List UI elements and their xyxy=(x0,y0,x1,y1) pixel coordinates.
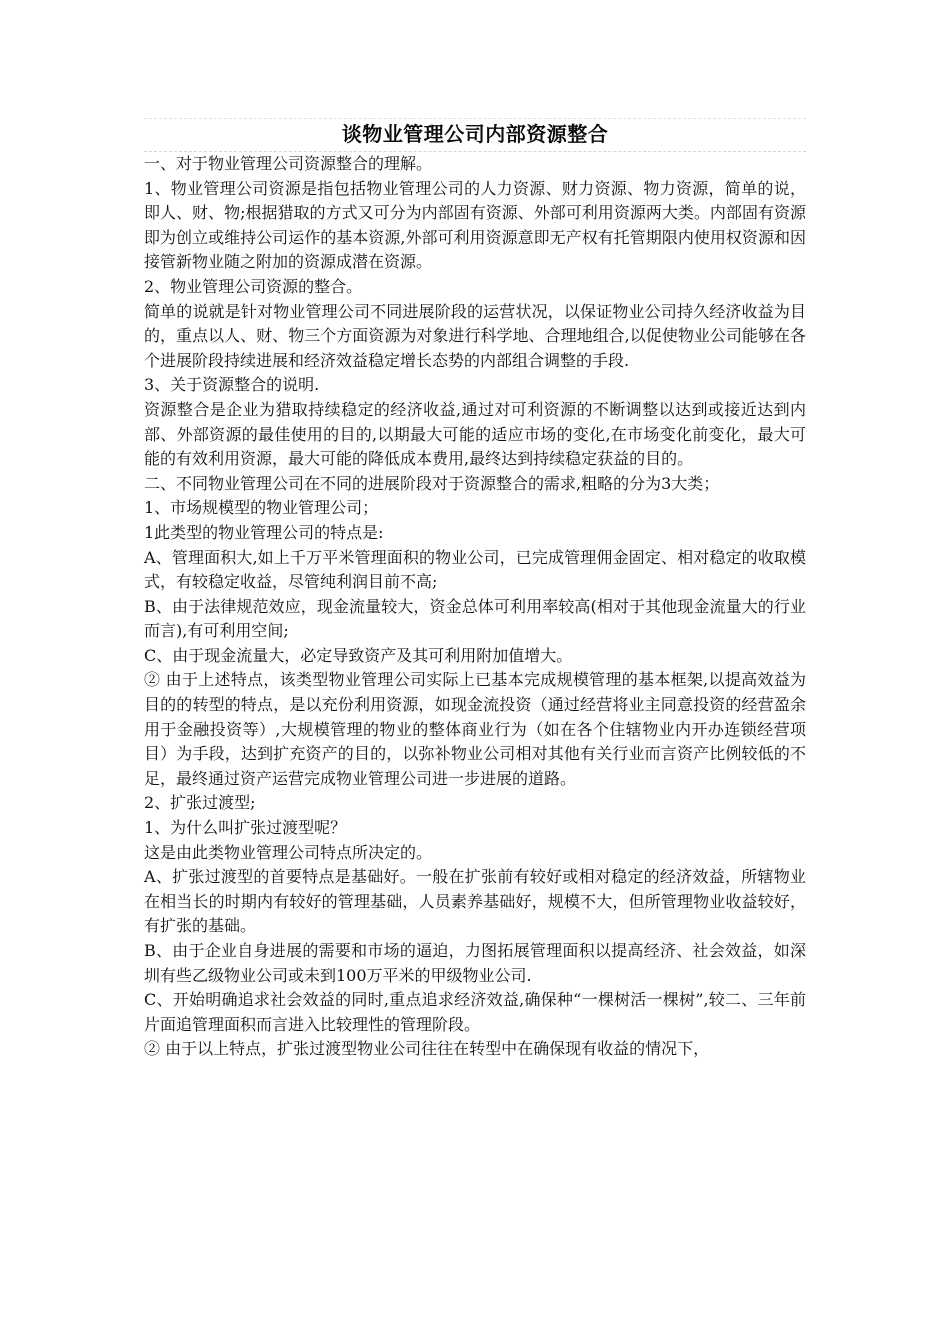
paragraph: 简单的说就是针对物业管理公司不同进展阶段的运营状况，以保证物业公司持久经济收益为目的，重点以人、财、物三个方面资源为对象进行科学地、合理地组合,以促使物业公司能够在各个进展阶段持续进展和经济效益稳定增长态势的内部组合调整的手段. xyxy=(144,301,806,370)
paragraph: 1、物业管理公司资源是指包括物业管理公司的人力资源、财力资源、物力资源，简单的说，即人、财、物;根据猎取的方式又可分为内部固有资源、外部可利用资源两大类。内部固有资源即为创立或维持公司运作的基本资源,外部可利用资源意即无产权有托管期限内使用权资源和因接管新物业随之附加的资源成潜在资源。 xyxy=(144,178,806,272)
paragraph: A、管理面积大,如上千万平米管理面积的物业公司，已完成管理佣金固定、相对稳定的收取模式，有较稳定收益，尽管纯利润目前不高; xyxy=(144,547,806,592)
paragraph: 二、不同物业管理公司在不同的进展阶段对于资源整合的需求,粗略的分为3大类； xyxy=(144,473,720,493)
paragraph: 1、市场规模型的物业管理公司； xyxy=(144,498,379,518)
paragraph: 资源整合是企业为猎取持续稳定的经济收益,通过对可利资源的不断调整以达到或接近达到内部、外部资源的最佳使用的目的,以期最大可能的适应市场的变化,在市场变化前变化，最大可能的有效利用资源，最大可能的降低成本费用,最终达到持续稳定获益的目的。 xyxy=(144,399,806,469)
document-body xyxy=(144,152,806,1062)
paragraph: 这是由此类物业管理公司特点所决定的。 xyxy=(144,842,433,862)
paragraph: 1、为什么叫扩张过渡型呢？ xyxy=(144,818,347,838)
paragraph: A、扩张过渡型的首要特点是基础好。一般在扩张前有较好或相对稳定的经济效益，所辖物业在相当长的时期内有较好的管理基础，人员素养基础好，规模不大，但所管理物业收益较好，有扩张的基础。 xyxy=(144,867,806,936)
document-title: 谈物业管理公司内部资源整合 xyxy=(341,122,609,146)
paragraph: 2、物业管理公司资源的整合。 xyxy=(144,276,363,296)
title-bar xyxy=(144,118,806,152)
paragraph: C、开始明确追求社会效益的同时,重点追求经济效益,确保种“一棵树活一棵树”,较二、三年前片面追管理面积而言进入比较理性的管理阶段。 xyxy=(144,990,806,1034)
paragraph: 1此类型的物业管理公司的特点是: xyxy=(144,522,384,542)
document-page xyxy=(144,118,806,1062)
paragraph: B、由于企业自身进展的需要和市场的逼迫，力图拓展管理面积以提高经济、社会效益，如深圳有些乙级物业公司或未到100万平米的甲级物业公司. xyxy=(144,941,806,985)
paragraph: 2、扩张过渡型; xyxy=(144,793,256,813)
paragraph: B、由于法律规范效应，现金流量较大，资金总体可利用率较高(相对于其他现金流量大的行业而言),有可利用空间; xyxy=(144,596,806,641)
paragraph: 一、对于物业管理公司资源整合的理解。 xyxy=(144,154,433,173)
paragraph: ② 由于上述特点，该类型物业管理公司实际上已基本完成规模管理的基本框架,以提高效益为目的的转型的特点，是以充份利用资源，如现金流投资（通过经营将业主同意投资的经营盈余用于金融投资等）,大规模管理的物业的整体商业行为（如在各个住辖物业内开办连锁经营项目）为手段，达到扩充资产的目的，以弥补物业公司相对其他有关行业而言资产比例较低的不足，最终通过资产运营完成物业管理公司进一步进展的道路。 xyxy=(144,670,806,788)
paragraph: C、由于现金流量大，必定导致资产及其可利用附加值增大。 xyxy=(144,645,573,665)
paragraph: 3、关于资源整合的说明. xyxy=(144,375,320,395)
paragraph: ② 由于以上特点，扩张过渡型物业公司往往在转型中在确保现有收益的情况下， xyxy=(144,1039,710,1059)
